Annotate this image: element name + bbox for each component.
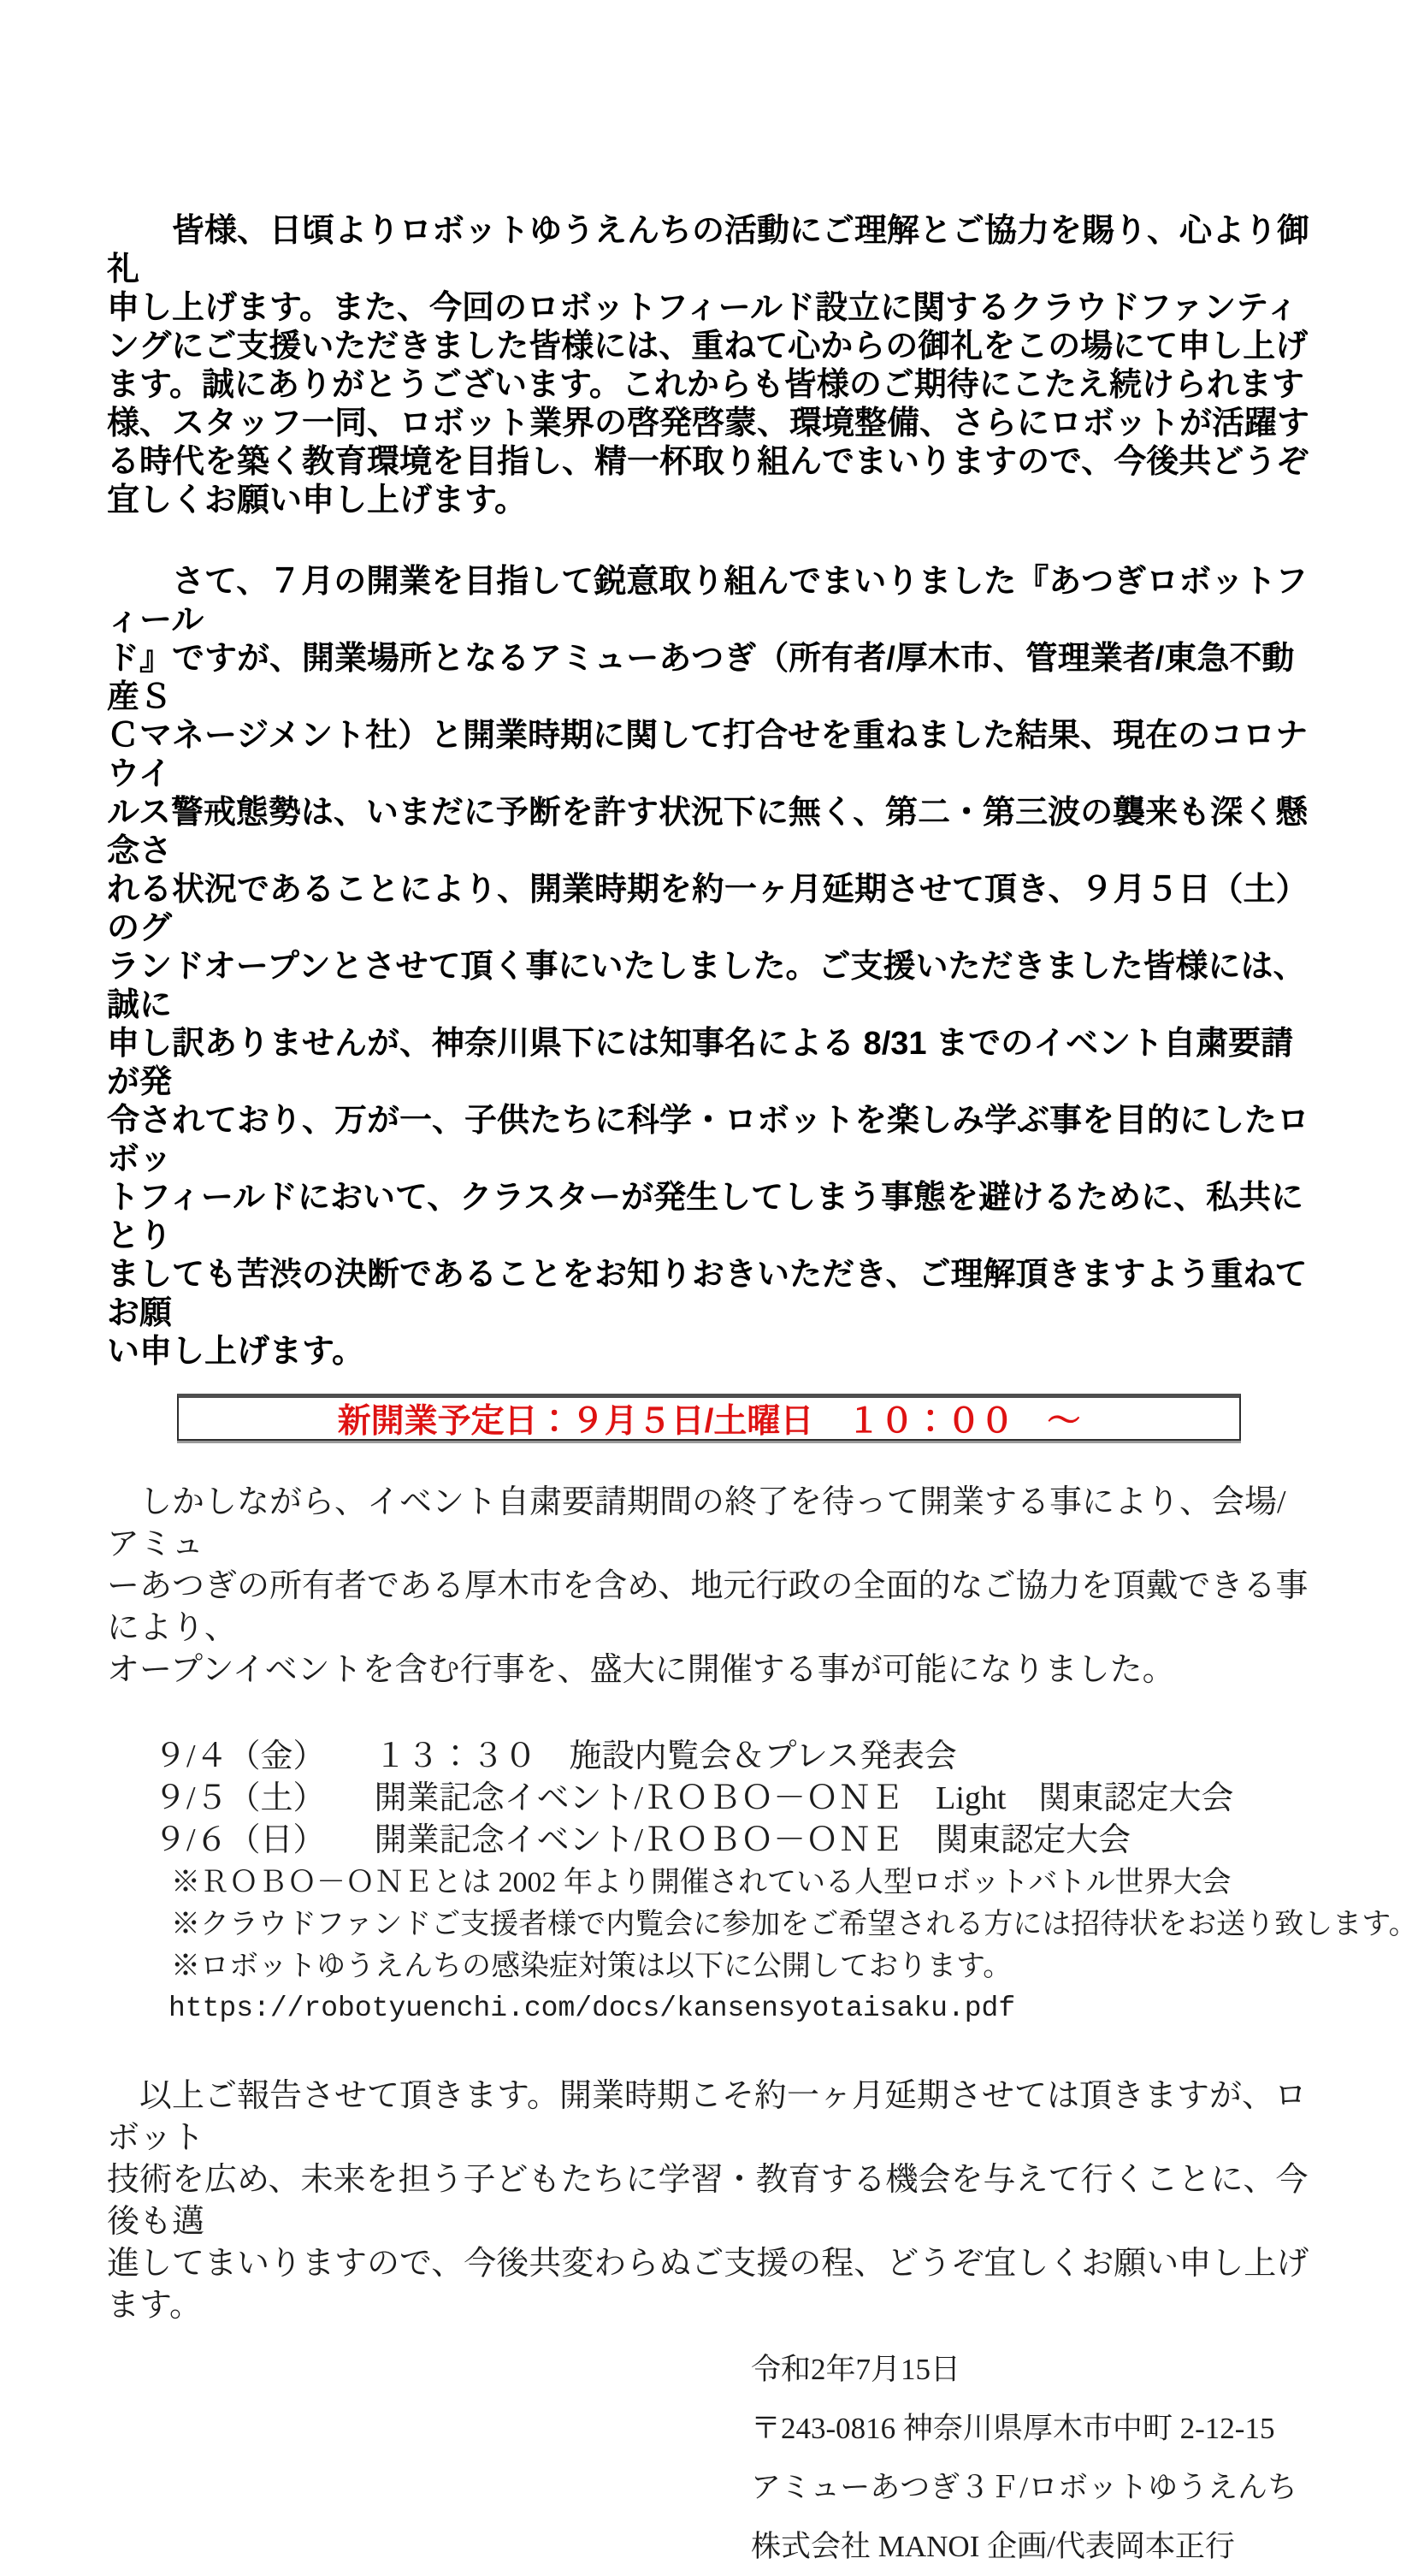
paragraph-postponement: さて、７月の開業を目指して鋭意取り組んでまいりました『あつぎロボットフィール ド』ですが、開業場所となるアミューあつぎ（所有者/厚木市、管理業者/東急不動産Ｓ Ｃマネージメント社）と開業時期に関して打合せを重ねました結果、現在のコロナウイ ルス警戒態勢は、いまだに予断を許す状況下に無く、第二・第三波の襲来も深く懸念さ れる状況であることにより、開業時期を約一ヶ月延期させて頂き、９月５日（土）のグ ランドオープンとさせて頂く事にいたしました。ご支援いただきました皆様には、誠に 申し訳ありませんが、神奈川県下には知事名による 8/31 までのイベント自粛要請が発 令されており、万が一、子供たちに科学・ロボットを楽しみ学ぶ事を目的にしたロボッ トフィールドにおいて、クラスターが発生してしまう事態を避けるために、私共にとり ましても苦渋の決断であることをお知りおきいただき、ご理解頂きますよう重ねてお願 い申し上げます。	[107, 564, 1310, 1370]
paragraph-closing: 以上ご報告させて頂きます。開業時期こそ約一ヶ月延期させては頂きますが、ロボット 技術を広め、未来を担う子どもたちに学習・教育する機会を与えて行くことに、今後も邁 進してまいりますので、今後共変わらぬご支援の程、どうぞ宜しくお願い申し上げます。	[107, 2078, 1309, 2324]
paragraph-greeting: 皆様、日頃よりロボットゆうえんちの活動にご理解とご協力を賜り、心より御礼 申し上げます。また、今回のロボットフィールド設立に関するクラウドファンティ ングにご支援いただきました皆様には、重ねて心からの御礼をこの場にて申し上げ ます。誠にありがとうございます。これからも皆様のご期待にこたえ続けられます 様、スタッフ一同、ロボット業界の啓発啓蒙、環境整備、さらにロボットが活躍す る時代を築く教育環境を目指し、精一杯取り組んでまいりますので、今後共どうぞ 宜しくお願い申し上げます。	[107, 213, 1310, 518]
pdf-link[interactable]: https://robotyuenchi.com/docs/kansensyotaisaku.pdf	[168, 1993, 1016, 2024]
signature-date: 令和2年7月15日	[751, 2353, 961, 2386]
schedule-item-opening-light: ９/５（土） 開業記念イベント/ＲＯＢＯ－ＯＮＥ Light 関東認定大会	[154, 1780, 1234, 1816]
notes-block	[171, 1862, 1418, 1987]
new-opening-date-box	[177, 1394, 1241, 1441]
signature-building: アミューあつぎ３Ｆ/ロボットゆうえんち	[751, 2471, 1298, 2504]
event-schedule	[154, 1736, 1314, 1862]
signature-block	[751, 2340, 1314, 2576]
schedule-item-opening: ９/６（日） 開業記念イベント/ＲＯＢＯ－ＯＮＥ 関東認定大会	[154, 1822, 1131, 1858]
note-infection-measures: ※ロボットゆうえんちの感染症対策は以下に公開しております。	[171, 1951, 1013, 1982]
paragraph-cooperation: しかしながら、イベント自粛要請期間の終了を待って開業する事により、会場/アミュ ーあつぎの所有者である厚木市を含め、地元行政の全面的なご協力を頂戴できる事により、 オープンイベントを含む行事を、盛大に開催する事が可能になりました。	[107, 1484, 1309, 1688]
new-opening-date-text: 新開業予定日：９月５日/土曜日 １０：００ ～	[337, 1403, 1081, 1440]
schedule-item-preview: ９/４（金） １３：３０ 施設内覧会＆プレス発表会	[154, 1738, 957, 1774]
note-robo-one: ※ＲＯＢＯ－ＯＮＥとは 2002 年より開催されている人型ロボットバトル世界大会	[171, 1867, 1232, 1898]
signature-postal-address: 〒243-0816 神奈川県厚木市中町 2-12-15	[751, 2412, 1275, 2445]
note-crowdfund-invitation: ※クラウドファンドご支援者様で内覧会に参加をご希望される方には招待状をお送り致します。	[171, 1909, 1418, 1940]
signature-company: 株式会社 MANOI 企画/代表岡本正行	[751, 2530, 1235, 2563]
